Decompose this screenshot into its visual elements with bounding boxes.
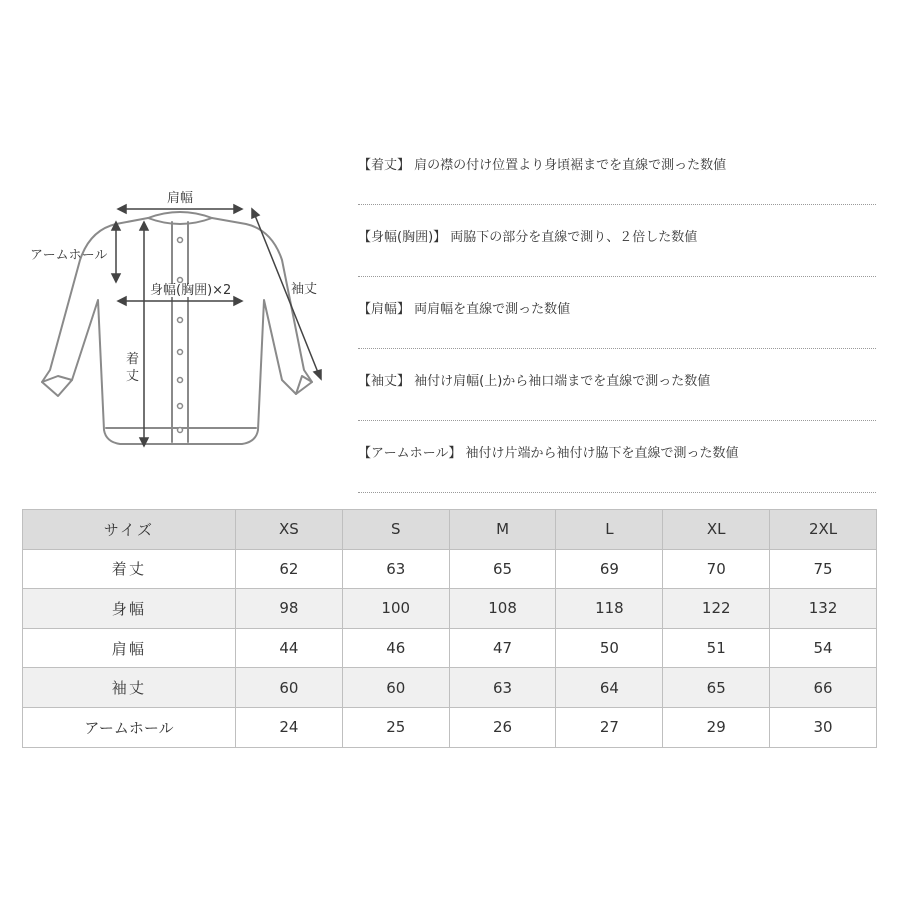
table-row [23,589,877,629]
armhole-label: アームホール [30,248,108,263]
column-header: S [342,510,449,550]
table-header-row [23,510,877,550]
column-header: L [556,510,663,550]
table-cell: 50 [556,628,663,668]
row-label: 着丈 [23,549,236,589]
table-cell: 108 [449,589,556,629]
shoulder-label: 肩幅 [167,191,194,206]
table-cell: 29 [663,707,770,747]
table-row [23,549,877,589]
collar-inner-outline [148,218,212,224]
row-label: アームホール [23,707,236,747]
row-label: 袖丈 [23,668,236,708]
length-label-bottom: 丈 [126,369,140,384]
table-cell: 118 [556,589,663,629]
table-row [23,668,877,708]
length-label-top: 着 [126,352,140,367]
table-cell: 65 [663,668,770,708]
note-sleeve: 【袖丈】 袖付け肩幅(上)から袖口端までを直線で測った数値 [358,349,876,421]
table-cell: 54 [770,628,877,668]
collar-outline [148,212,212,218]
table-cell: 98 [236,589,343,629]
table-cell: 27 [556,707,663,747]
table-cell: 122 [663,589,770,629]
table-row [23,628,877,668]
buttons [178,238,183,433]
column-header: M [449,510,556,550]
measurement-notes [358,133,876,493]
column-header: 2XL [770,510,877,550]
table-cell: 46 [342,628,449,668]
table-cell: 69 [556,549,663,589]
table-cell: 24 [236,707,343,747]
table-cell: 30 [770,707,877,747]
column-header: XS [236,510,343,550]
table-cell: 62 [236,549,343,589]
column-header: XL [663,510,770,550]
garment-diagram [20,180,350,480]
note-chest: 【身幅(胸囲)】 両脇下の部分を直線で測り、２倍した数値 [358,205,876,277]
table-cell: 66 [770,668,877,708]
table-cell: 63 [342,549,449,589]
jacket-illustration [20,180,350,480]
column-header: サイズ [23,510,236,550]
table-cell: 64 [556,668,663,708]
table-cell: 63 [449,668,556,708]
table-cell: 25 [342,707,449,747]
row-label: 肩幅 [23,628,236,668]
note-armhole: 【アームホール】 袖付け片端から袖付け脇下を直線で測った数値 [358,421,876,493]
table-cell: 75 [770,549,877,589]
table-cell: 60 [342,668,449,708]
table-cell: 44 [236,628,343,668]
table-cell: 51 [663,628,770,668]
table-cell: 65 [449,549,556,589]
row-label: 身幅 [23,589,236,629]
table-cell: 47 [449,628,556,668]
table-cell: 100 [342,589,449,629]
note-shoulder: 【肩幅】 両肩幅を直線で測った数値 [358,277,876,349]
table-cell: 60 [236,668,343,708]
chest-label: 身幅(胸囲)×2 [150,283,232,298]
table-cell: 70 [663,549,770,589]
table-row [23,707,877,747]
table-cell: 132 [770,589,877,629]
note-length: 【着丈】 肩の襟の付け位置より身頃裾までを直線で測った数値 [358,133,876,205]
table-cell: 26 [449,707,556,747]
sleeve-label: 袖丈 [291,282,318,297]
size-table [22,509,877,748]
